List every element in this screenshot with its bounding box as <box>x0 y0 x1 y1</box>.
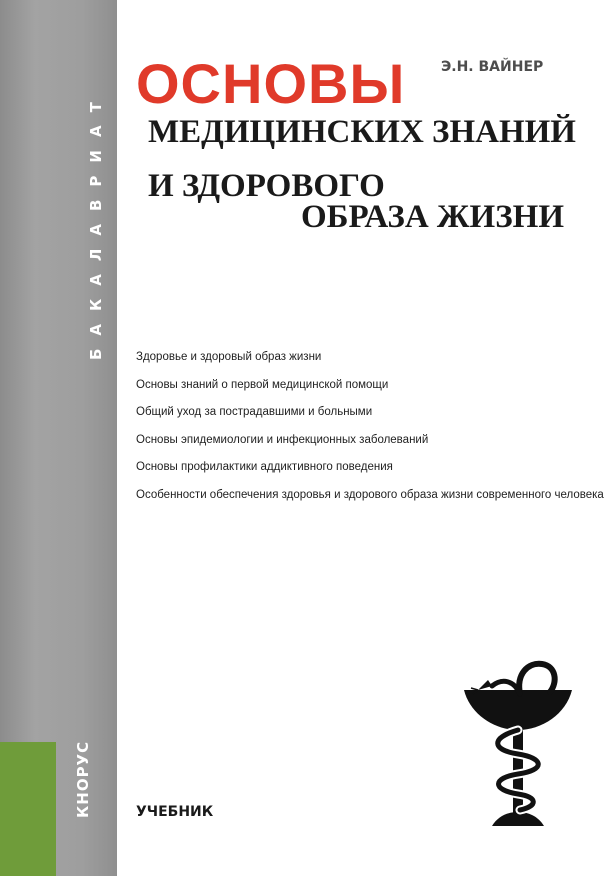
contents-item: Общий уход за пострадавшими и больными <box>136 406 373 419</box>
bowl-of-hygieia-icon <box>458 650 578 830</box>
title-line-3: ОБРАЗА ЖИЗНИ <box>301 199 564 235</box>
title-line-1: МЕДИЦИНСКИХ ЗНАНИЙ <box>148 114 576 150</box>
contents-item: Основы профилактики аддиктивного поведения <box>136 461 393 474</box>
book-type-label: УЧЕБНИК <box>136 804 214 820</box>
contents-item: Основы эпидемиологии и инфекционных заболеваний <box>136 433 429 446</box>
publisher-color-block <box>0 742 56 876</box>
contents-item: Основы знаний о первой медицинской помощи <box>136 378 389 391</box>
series-label: БАКАЛАВРИАТ <box>87 89 105 360</box>
contents-item: Здоровье и здоровый образ жизни <box>136 351 322 363</box>
author-name: Э.Н. ВАЙНЕР <box>441 59 544 75</box>
contents-item: Особенности обеспечения здоровья и здорового образа жизни современного человека <box>136 488 604 501</box>
spine-band <box>0 0 117 876</box>
title-line-2: И ЗДОРОВОГО <box>148 168 385 204</box>
contents-list <box>136 344 604 510</box>
publisher-label: КНОРУС <box>74 740 92 818</box>
title-main: ОСНОВЫ <box>136 52 406 115</box>
